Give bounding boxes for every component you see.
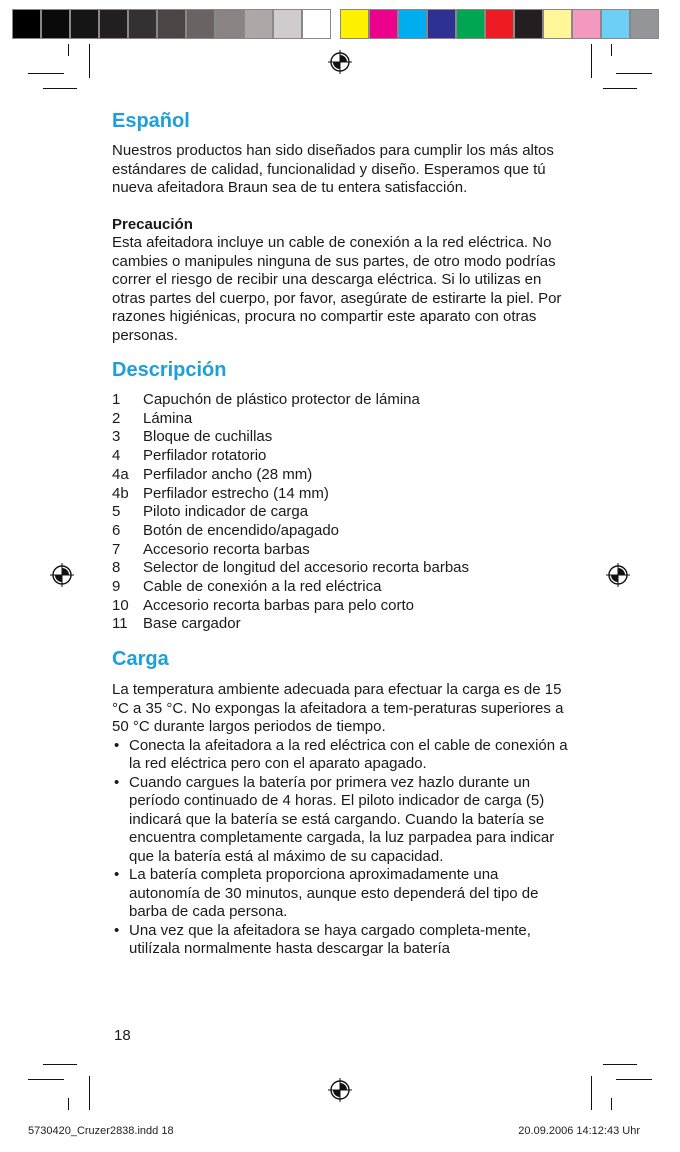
parts-list-item (112, 410, 572, 429)
crop-mark-bottom-left-h2 (28, 1079, 64, 1080)
crop-mark-bottom-right-v (591, 1076, 592, 1110)
color-swatch (398, 9, 427, 39)
color-swatch (340, 9, 369, 39)
part-number: 7 (112, 540, 121, 558)
carga-bullet-item: • Cuando cargues la batería por primera vez hazlo durante un período continuado de 4 horas. El piloto indicador de carga (5) indicará que la batería se está cargando. Cuando la batería se encuentra completamente cargada, la luz parpadea para indicar que la batería está al máximo de su capacidad. (112, 774, 572, 867)
part-label: Cable de conexión a la red eléctrica (143, 578, 382, 596)
carga-bullet-list (112, 737, 572, 959)
crop-mark-top-left-h (28, 73, 64, 74)
color-swatch (630, 9, 659, 39)
gray-swatch (302, 9, 331, 39)
carga-bullet-item: • La batería completa proporciona aproximadamente una autonomía de 30 minutos, aunque esto dependerá del tipo de barba de cada persona. (112, 866, 572, 922)
gray-swatch (273, 9, 302, 39)
part-number: 5 (112, 503, 121, 521)
gray-swatch (128, 9, 157, 39)
gray-swatch (215, 9, 244, 39)
part-number: 2 (112, 409, 121, 427)
color-swatch (572, 9, 601, 39)
parts-list-item (112, 559, 572, 578)
section-title-espanol: Español (112, 110, 190, 132)
part-label: Selector de longitud del accesorio recorta barbas (143, 559, 470, 577)
part-label: Piloto indicador de carga (143, 503, 309, 521)
part-label: Capuchón de plástico protector de lámina (143, 391, 420, 408)
parts-list-item (112, 447, 572, 466)
color-swatch (427, 9, 456, 39)
crop-mark-top-right-h2 (603, 88, 637, 89)
part-label: Accesorio recorta barbas para pelo corto (143, 596, 414, 614)
gray-swatch (70, 9, 99, 39)
crop-mark-bottom-left-v2 (68, 1098, 69, 1110)
gray-swatch (12, 9, 41, 39)
crop-mark-bottom-right-h2 (616, 1079, 652, 1080)
color-swatch (514, 9, 543, 39)
registration-mark-left-icon (50, 563, 74, 587)
carga-bullet-item: • Conecta la afeitadora a la red eléctrica con el cable de conexión a la red eléctrica pero con el aparato apagado. (112, 737, 572, 774)
part-number: 4a (112, 465, 129, 483)
part-label: Perfilador ancho (28 mm) (143, 465, 313, 483)
crop-mark-bottom-right-h (603, 1064, 637, 1065)
part-number: 4b (112, 484, 129, 502)
crop-mark-top-right-h (616, 73, 652, 74)
part-number: 9 (112, 578, 121, 596)
parts-list-item (112, 597, 572, 616)
part-label: Botón de encendido/apagado (143, 521, 340, 539)
parts-list-item (112, 522, 572, 541)
color-swatch (485, 9, 514, 39)
color-swatch (543, 9, 572, 39)
color-swatch (456, 9, 485, 39)
parts-list-item (112, 391, 572, 410)
crop-mark-bottom-left-v (89, 1076, 90, 1110)
gray-swatch (244, 9, 273, 39)
gray-swatch (99, 9, 128, 39)
page-number: 18 (114, 1027, 131, 1044)
part-label: Base cargador (143, 615, 241, 633)
parts-list-item (112, 485, 572, 504)
part-label: Bloque de cuchillas (143, 428, 273, 446)
color-swatch (369, 9, 398, 39)
part-label: Accesorio recorta barbas (143, 540, 310, 558)
grayscale-swatches (12, 9, 331, 41)
part-number: 8 (112, 559, 121, 577)
part-label: Lámina (143, 409, 193, 427)
part-number: 6 (112, 521, 121, 539)
section-title-descripcion: Descripción (112, 359, 227, 381)
crop-mark-top-left-h2 (43, 88, 77, 89)
crop-mark-top-left-v (89, 44, 90, 78)
gray-swatch (157, 9, 186, 39)
registration-mark-right-icon (606, 563, 630, 587)
crop-mark-bottom-right-v2 (611, 1098, 612, 1110)
crop-mark-top-right-v (591, 44, 592, 78)
color-swatches (340, 9, 659, 41)
parts-list-item (112, 466, 572, 485)
parts-list-item (112, 541, 572, 560)
part-number: 3 (112, 428, 121, 446)
slug-date-time: 20.09.2006 14:12:43 Uhr (518, 1125, 640, 1137)
part-number: 11 (112, 615, 128, 633)
part-label: Perfilador rotatorio (143, 447, 267, 465)
part-number: 4 (112, 447, 121, 465)
slug-file-name: 5730420_Cruzer2838.indd 18 (28, 1125, 174, 1137)
gray-swatch (186, 9, 215, 39)
part-label: Perfilador estrecho (14 mm) (143, 484, 329, 502)
carga-bullet-item: • Una vez que la afeitadora se haya cargado completa-mente, utilízala normalmente hasta descargar la batería (112, 922, 572, 959)
gray-swatch (41, 9, 70, 39)
page-content (112, 108, 572, 959)
parts-list-item (112, 615, 572, 634)
color-control-strip (12, 9, 659, 41)
color-swatch (601, 9, 630, 39)
part-number: 1 (112, 391, 121, 408)
crop-mark-bottom-left-h (43, 1064, 77, 1065)
crop-mark-top-left-v2 (68, 44, 69, 56)
parts-list-item (112, 503, 572, 522)
registration-mark-top-icon (328, 50, 352, 74)
crop-mark-top-right-v2 (611, 44, 612, 56)
caution-heading: Precaución (112, 215, 193, 233)
carga-intro-paragraph: La temperatura ambiente adecuada para efectuar la carga es de 15 °C a 35 °C. No expongas la afeitadora a tem-peraturas superiores a 50 °C durante largos periodos de tiempo. (112, 681, 564, 736)
caution-paragraph: Esta afeitadora incluye un cable de conexión a la red eléctrica. No cambies o manipules ninguna de sus partes, de otro modo podrías correr el riesgo de recibir una descarga eléctrica. Si lo utilizas en otras partes del cuerpo, por favor, asegúrate de estirarte la piel. Por razones higiénicas, procura no compartir este aparato con otras personas. (112, 234, 562, 344)
section-title-carga: Carga (112, 648, 169, 671)
registration-mark-bottom-icon (328, 1078, 352, 1102)
parts-list (112, 391, 572, 634)
parts-list-item (112, 578, 572, 597)
intro-paragraph: Nuestros productos han sido diseñados para cumplir los más altos estándares de calidad, funcionalidad y diseño. Esperamos que tú nueva afeitadora Braun sea de tu entera satisfacción. (112, 142, 554, 196)
part-number: 10 (112, 596, 129, 614)
parts-list-item (112, 428, 572, 447)
